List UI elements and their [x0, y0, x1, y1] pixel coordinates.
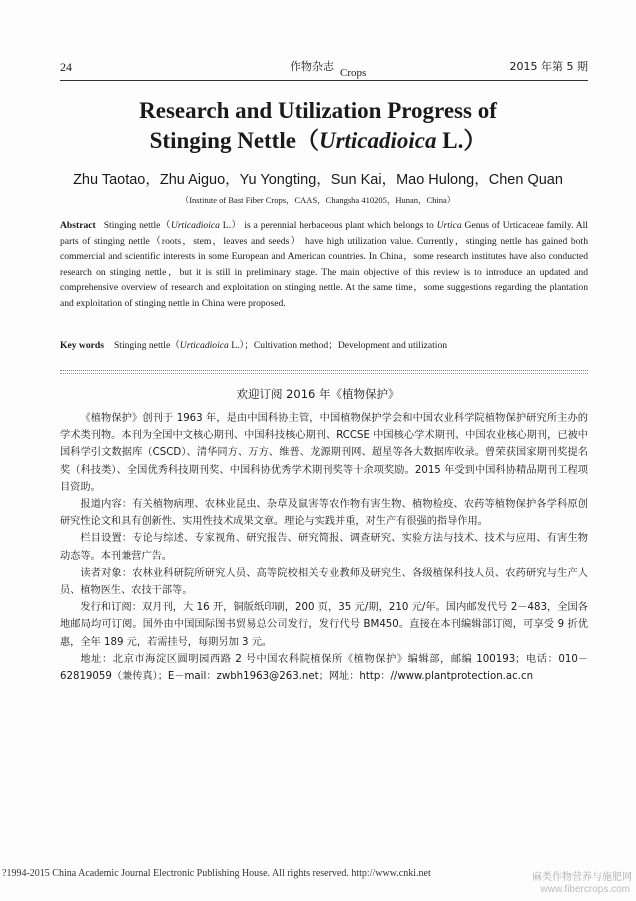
- notice-paragraph: 读者对象：农林业科研院所研究人员、高等院校相关专业教师及研究生、各级植保科技人员、农药研究与生产人员、植物医生、农技干部等。: [60, 567, 588, 597]
- keywords-sci: Urticadioica: [179, 340, 229, 351]
- title-line-1: Research and Utilization Progress of: [139, 98, 497, 123]
- abstract-sci-2: Urtica: [436, 220, 462, 231]
- article-title: [0, 96, 636, 156]
- abstract-label: Abstract: [60, 220, 96, 231]
- page-footer: [2, 868, 634, 883]
- issue-label: 2015 年第 5 期: [509, 60, 588, 73]
- abstract-text-3: Genus of Urticaceae family. All parts of stinging nettle（roots，stem，leaves and seeds） have high utilization value. Currently，stinging nettle has gained both commercial and scientific interests in some European and American countries. In China，some research institutes have also conducted research on stinging nettle，but it is still in preliminary stage. The main objective of this review is to introduce an updated and comprehensive overview of research and exploitation on stinging nettle. At the same time，some suggestions regarding the plantation and exploitation of stinging nettle in China were proposed.: [60, 220, 588, 309]
- title-line-2: [0, 126, 636, 156]
- keywords-label: Key words: [60, 340, 104, 351]
- header-rule: [60, 80, 588, 81]
- notice-paragraph: 发行和订阅：双月刊，大 16 开，铜版纸印刷，200 页，35 元/期，210 元/年。国内邮发代号 2－483，全国各地邮局均可订阅。国外由中国国际图书贸易总公司发行，发行代号 BM450。直接在本刊编辑部订阅，可享受 9 折优惠，全年 189 元，若需挂号，每期另加 3 元。: [60, 602, 588, 648]
- title-scientific-name: Urticadioica: [318, 128, 437, 153]
- section-divider-2: [60, 373, 588, 374]
- affiliation: （Institute of Bast Fiber Crops，CAAS，Changsha 410205，Hunan，China）: [180, 195, 456, 205]
- abstract-text-2: L.） is a perennial herbaceous plant which belongs to: [219, 220, 437, 231]
- keywords: [60, 337, 588, 351]
- title-prefix: Stinging Nettle（: [149, 128, 319, 153]
- page-header: [60, 58, 588, 78]
- abstract-sci-1: Urticadioica: [170, 220, 220, 231]
- journal-name-en: Crops: [340, 67, 367, 79]
- title-suffix: L.）: [436, 128, 487, 153]
- page-number: 24: [60, 60, 72, 74]
- section-divider: [60, 370, 588, 371]
- watermark-url: www.fibercrops.com: [540, 884, 630, 895]
- notice-paragraph: 《植物保护》创刊于 1963 年，是由中国科协主管，中国植物保护学会和中国农业科学院植物保护研究所主办的学术类刊物。本刊为全国中文核心期刊、中国科技核心期刊、RCCSE 中国核心学术期刊、中国农业核心期刊，已被中国科学引文数据库（CSCD）、清华同方、万方、维普、龙源期刊网、超星等各大数据库收录。曾荣获国家期刊奖提名奖（科技类）、全国优秀科技期刊奖、中国科协优秀学术期刊奖等十余项奖励。2015 年受到中国科协精品期刊工程项目资助。: [60, 413, 588, 493]
- subscription-notice-title: 欢迎订阅 2016 年《植物保护》: [236, 387, 400, 401]
- keywords-text-1: Stinging nettle（: [113, 340, 180, 351]
- notice-paragraph: 地址：北京市海淀区圆明园西路 2 号中国农科院植保所《植物保护》编辑部，邮编 100193；电话：010－62819059（兼传真）；E－mail：zwbh1963@263.net；网址：http：//www.plantprotection.ac.cn: [60, 653, 588, 683]
- notice-paragraph: 报道内容：有关植物病理、农林业昆虫、杂草及鼠害等农作物有害生物、植物检疫、农药等植物保护各学科原创研究性论文和具有创新性、实用性技术成果文章。理论与实践并重，对生产有很强的指导作用。: [60, 499, 588, 528]
- notice-paragraph: 栏目设置：专论与综述、专家视角、研究报告、研究简报、调查研究、实验方法与技术、技术与应用、有害生物动态等。本刊兼营广告。: [60, 533, 588, 562]
- abstract-text-1: Stinging nettle（: [103, 220, 171, 231]
- journal-name-cn: 作物杂志: [290, 60, 334, 73]
- watermark-cn: 麻类作物营养与施肥网: [532, 872, 632, 883]
- subscription-notice: [60, 410, 588, 685]
- journal-name: [290, 58, 367, 79]
- copyright-line: ?1994-2015 China Academic Journal Electronic Publishing House. All rights reserved. http://www.cnki.net: [2, 868, 431, 879]
- author-list: Zhu Taotao，Zhu Aiguo，Yu Yongting，Sun Kai，Mao Hulong，Chen Quan: [73, 172, 563, 188]
- keywords-text-2: L.）；Cultivation method；Development and utilization: [228, 340, 448, 351]
- abstract: [60, 218, 588, 312]
